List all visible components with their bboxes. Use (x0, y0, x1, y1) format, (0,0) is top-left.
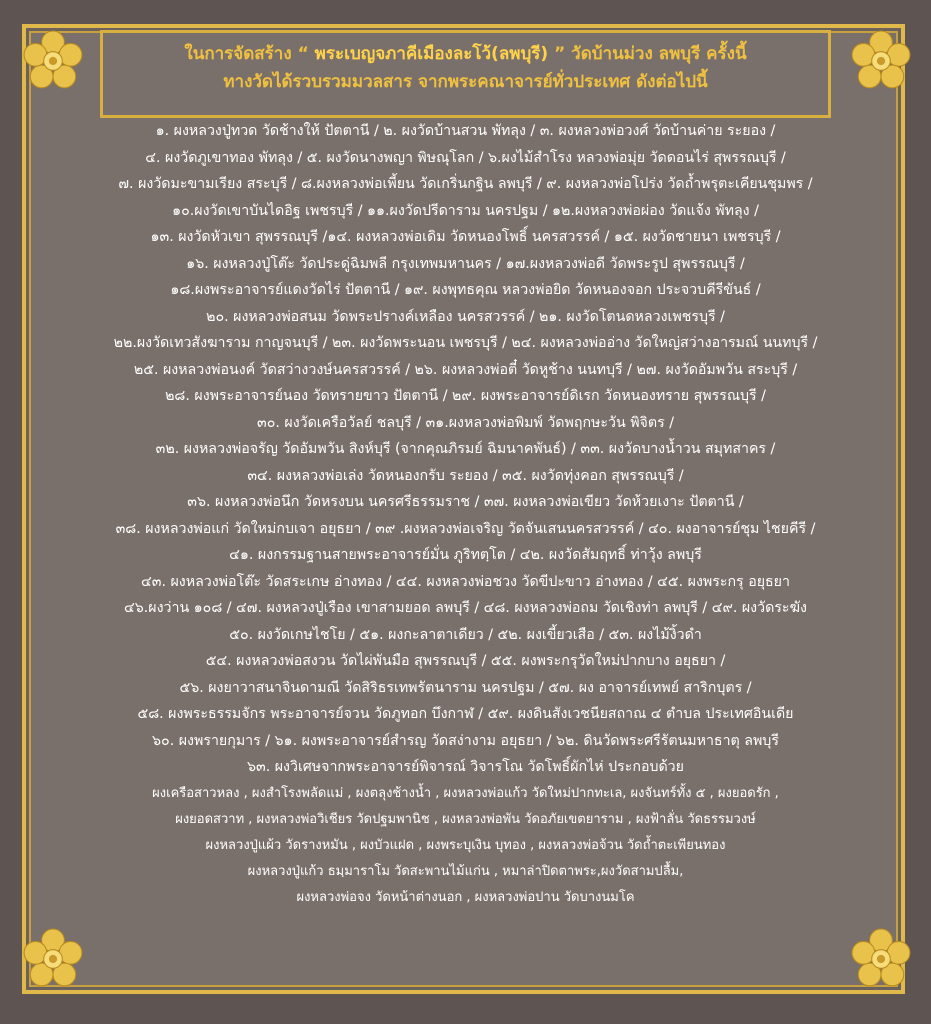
mass-list (40, 118, 891, 911)
header-title: พระเบญจภาคีเมืองละโว้(ลพบุรี) (308, 44, 555, 64)
list-item: ๒๘. ผงพระอาจารย์นอง วัดทรายขาว ปัตตานี / ๒๙. ผงพระอาจารย์ดิเรก วัดหนองทราย สุพรรณบุรี / (165, 388, 766, 404)
list-item: ๕๖. ผงยาวาสนาจินดามณี วัดสิริธรเทพรัตนาราม นครปฐม / ๕๗. ผง อาจารย์เทพย์ สาริกบุตร / (179, 679, 752, 696)
gold-flower-icon (22, 30, 84, 92)
list-item: ๑๖. ผงหลวงปู่โต๊ะ วัดประดู่ฉิมพลี กรุงเทพมหานคร / ๑๗.ผงหลวงพ่อดี วัดพระรูป สุพรรณบุรี / (186, 255, 745, 272)
header-line-1 (100, 40, 831, 68)
list-item: ๗. ผงวัดมะขามเรียง สระบุรี / ๘.ผงหลวงพ่อเพี้ยน วัดเกริ่นกฐิน ลพบุรี / ๙. ผงหลวงพ่อโปร่ง วัดถ้ำพรุตะเคียนชุมพร / (118, 176, 813, 192)
sub-list-item: ผงยอดสวาท , ผงหลวงพ่อวิเชียร วัดปฐมพานิช , ผงหลวงพ่อพัน วัดอภัยเขตยาราม , ผงฟ้าลั่น วัดธรรมวงษ์ (175, 811, 756, 827)
sub-list-item: ผงหลวงปู่แก้ว ธมฺมาราโม วัดสะพานไม้แก่น , หมาล่าปิดตาพระ,ผงวัดสามปลื้ม, (247, 863, 684, 879)
list-item: ๑๓. ผงวัดหัวเขา สุพรรณบุรี /๑๔. ผงหลวงพ่อเดิม วัดหนองโพธิ์ นครสวรรค์ / ๑๕. ผงวัดชายนา เพชรบุรี / (150, 229, 781, 245)
list-item: ๔. ผงวัดภูเขาทอง พัทลุง / ๕. ผงวัดนางพญา พิษณุโลก / ๖.ผงไม้สำโรง หลวงพ่อมุ่ย วัดดอนไร่ สุพรรณบุรี / (145, 149, 786, 166)
list-item: ๔๑. ผงกรรมฐานสายพระอาจารย์มั่น ภูริทตฺโต / ๔๒. ผงวัดสัมฤทธิ์ ท่าวุ้ง ลพบุรี (229, 547, 702, 563)
list-item: ๒๕. ผงหลวงพ่อนงค์ วัดสว่างวงษ์นครสวรรค์ / ๒๖. ผงหลวงพ่อตี๋ วัดหูช้าง นนทบุรี / ๒๗. ผงวัดอัมพวัน สระบุรี / (133, 361, 798, 378)
header-prefix: ในการจัดสร้าง “ (184, 44, 309, 64)
list-item: ๕๔. ผงหลวงพ่อสงวน วัดไผ่พันมือ สุพรรณบุรี / ๕๕. ผงพระกรุวัดใหม่ปากบาง อยุธยา / (205, 653, 726, 669)
sub-list-item: ผงหลวงพ่อจง วัดหน้าต่างนอก , ผงหลวงพ่อปาน วัดบางนมโค (296, 889, 635, 905)
list-item: ๓๒. ผงหลวงพ่อจรัญ วัดอัมพวัน สิงห์บุรี (จากคุณภิรมย์ ฉิมนาคพันธ์) / ๓๓. ผงวัดบางน้ำวน สมุทสาคร / (155, 441, 776, 457)
sub-list-item: ผงเครือสาวหลง , ผงสำโรงพลัดแม่ , ผงตลุงช้างน้ำ , ผงหลวงพ่อแก้ว วัดใหม่ปากทะเล, ผงจันทร์ทั้ง ๕ , ผงยอดรัก , (152, 785, 779, 801)
list-item: ๒๒.ผงวัดเทวสังฆาราม กาญจนบุรี / ๒๓. ผงวัดพระนอน เพชรบุรี / ๒๔. ผงหลวงพ่ออ่าง วัดใหญ่สว่างอารมณ์ นนทบุรี / (113, 335, 818, 351)
list-item: ๒๐. ผงหลวงพ่อสนม วัดพระปรางค์เหลือง นครสวรรค์ / ๒๑. ผงวัดโตนดหลวงเพชรบุรี / (206, 308, 725, 325)
list-item: ๓๘. ผงหลวงพ่อแก่ วัดใหม่กบเจา อยุธยา / ๓๙ .ผงหลวงพ่อเจริญ วัดจันเสนนครสวรรค์ / ๔๐. ผงอาจารย์ชุม ไชยคีรี / (115, 520, 816, 537)
list-item: ๖๓. ผงวิเศษจากพระอาจารย์พิจารณ์ วิจารโณ วัดโพธิ์ผักไห่ ประกอบด้วย (247, 759, 684, 775)
list-item: ๑. ผงหลวงปู่ทวด วัดช้างให้ ปัตตานี / ๒. ผงวัดบ้านสวน พัทลุง / ๓. ผงหลวงพ่อวงศ์ วัดบ้านค่าย ระยอง / (155, 123, 776, 139)
list-item: ๓๐. ผงวัดเครือวัลย์ ชลบุรี / ๓๑.ผงหลวงพ่อพิมพ์ วัดพฤกษะวัน พิจิตร / (257, 414, 674, 431)
list-item: ๕๘. ผงพระธรรมจักร พระอาจารย์จวน วัดภูทอก บึงกาฬ / ๕๙. ผงดินสังเวชนียสถาณ ๔ ตำบล ประเทศอินเดีย (137, 706, 794, 722)
list-item: ๔๓. ผงหลวงพ่อโต๊ะ วัดสระเกษ อ่างทอง / ๔๔. ผงหลวงพ่อชวง วัดขีปะขาว อ่างทอง / ๔๕. ผงพระกรุ อยุธยา (141, 573, 790, 590)
gold-flower-icon (850, 30, 912, 92)
list-item: ๖๐. ผงพรายกุมาร / ๖๑. ผงพระอาจารย์สำรญ วัดสง่างาม อยุธยา / ๖๒. ดินวัดพระศรีรัตนมหาธาตุ ลพบุรี (152, 732, 779, 749)
list-item: ๓๖. ผงหลวงพ่อนึก วัดหรงบน นครศรีธรรมราช / ๓๗. ผงหลวงพ่อเขียว วัดห้วยเงาะ ปัตตานี / (187, 494, 744, 510)
header (100, 40, 831, 96)
list-item: ๑๘.ผงพระอาจารย์แดงวัดไร่ ปัตตานี / ๑๙. ผงพุทธคุณ หลวงพ่อยิด วัดหนองจอก ประจวบคีรีขันธ์ / (170, 282, 761, 298)
header-line-2: ทางวัดได้รวบรวมมวลสาร จากพระคณาจารย์ทั่วประเทศ ดังต่อไปนี้ (223, 72, 708, 92)
list-item: ๔๖.ผงว่าน ๑๐๘ / ๔๗. ผงหลวงปู่เรือง เขาสามยอด ลพบุรี / ๔๘. ผงหลวงพ่อถม วัดเชิงท่า ลพบุรี / ๔๙. ผงวัดระฆัง (124, 600, 807, 616)
gold-flower-icon (22, 928, 84, 990)
list-item: ๑๐.ผงวัดเขาบันไดอิฐ เพชรบุรี / ๑๑.ผงวัดปรีดาราม นครปฐม / ๑๒.ผงหลวงพ่อผ่อง วัดแจ้ง พัทลุง / (172, 202, 759, 219)
header-suffix: ” วัดบ้านม่วง ลพบุรี ครั้งนี้ (554, 44, 747, 64)
gold-flower-icon (850, 928, 912, 990)
list-item: ๓๔. ผงหลวงพ่อเล่ง วัดหนองกรับ ระยอง / ๓๕. ผงวัดทุ่งคอก สุพรรณบุรี / (247, 467, 684, 484)
list-item: ๕๐. ผงวัดเกษไชโย / ๕๑. ผงกะลาตาเดียว / ๕๒. ผงเขี้ยวเสือ / ๕๓. ผงไม้งิ้วดำ (229, 626, 702, 643)
sub-list-item: ผงหลวงปู่แผ้ว วัดรางหมัน , ผงบัวแฝด , ผงพระบุเงิน บุทอง , ผงหลวงพ่อจ้วน วัดถ้ำตะเพียนทอง (205, 837, 726, 853)
